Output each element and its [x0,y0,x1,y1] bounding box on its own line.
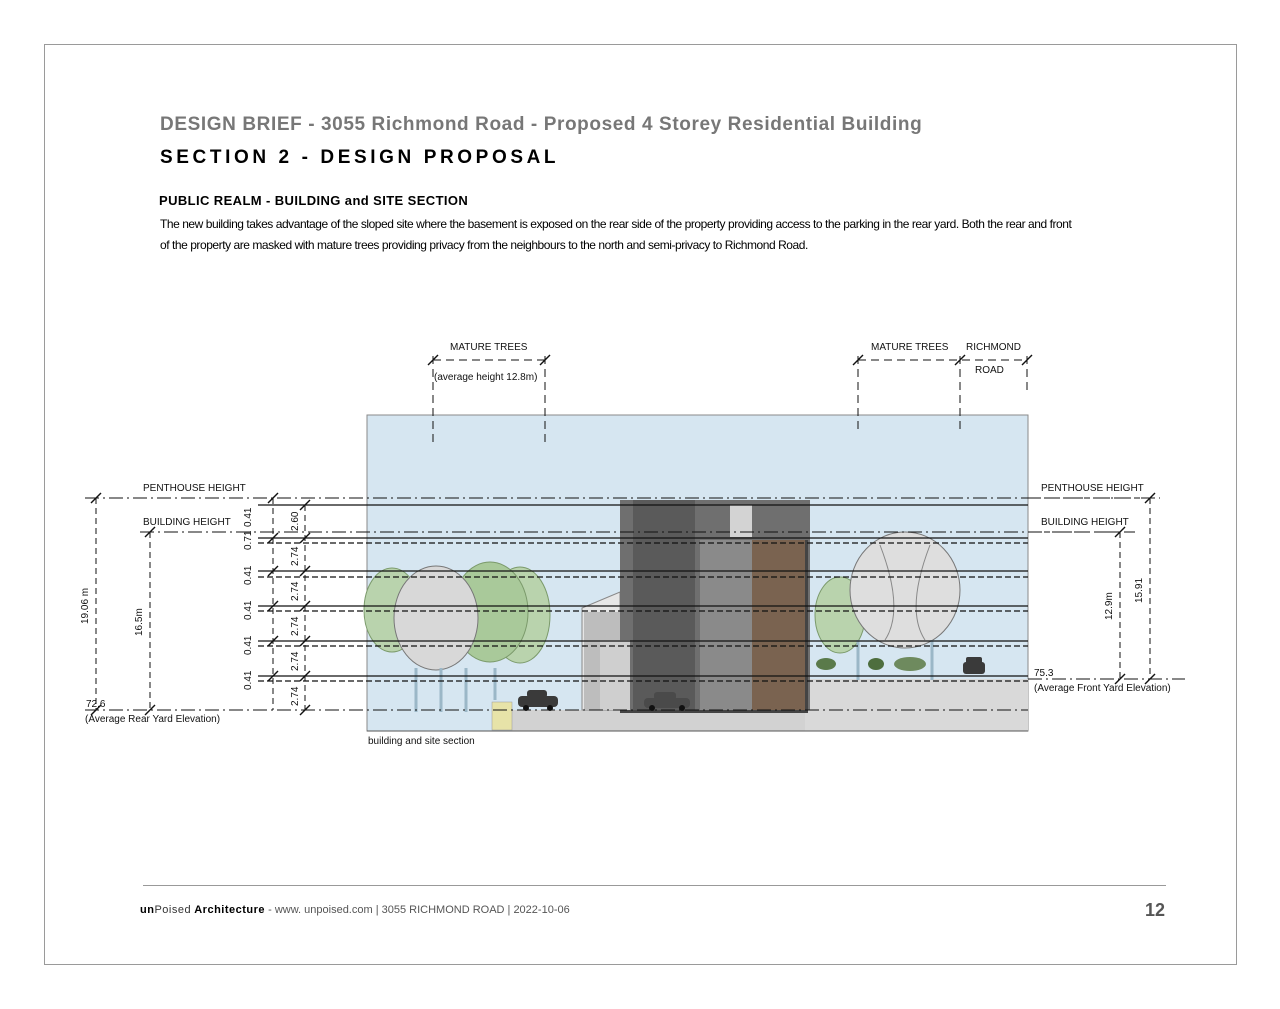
slab-dim-1: 0.41 [243,507,254,527]
document-brief-title: DESIGN BRIEF - 3055 Richmond Road - Proposed 4 Storey Residential Building [160,114,923,135]
front-elevation-value: 75.3 [1034,668,1054,679]
average-height-label: (average height 12.8m) [434,372,538,383]
brand-name [140,904,265,916]
footer-info: - www. unpoised.com | 3055 RICHMOND ROAD | 2022-10-06 [265,904,570,916]
brand-architecture: Architecture [191,904,266,916]
paragraph-line-2: of the property are masked with mature trees providing privacy from the neighbours to the north and semi-privacy to Richmond Road. [160,238,808,252]
floor-dim-3: 2.74 [290,581,301,601]
penthouse-height-left: PENTHOUSE HEIGHT [143,483,246,494]
rear-elevation-value: 72.6 [86,699,106,710]
dim-total-left: 19.06 m [80,587,91,624]
paragraph-line-1: The new building takes advantage of the sloped site where the basement is exposed on the rear side of the property providing access to the parking in the rear yard. Both the rear and front [160,217,1072,231]
penthouse-height-right: PENTHOUSE HEIGHT [1041,483,1144,494]
mature-trees-right-label: MATURE TREES [871,342,949,353]
front-yard-ground [805,679,1028,731]
slab-dim-5: 0.41 [243,635,254,655]
road-label: ROAD [975,365,1004,376]
dim-building-left: 16.5m [134,608,145,636]
slab-dim-2: 0.71 [243,530,254,550]
footer-rule [143,885,1166,886]
floor-dim-6: 2.74 [290,686,301,706]
brand-un: un [140,904,155,916]
section-title: SECTION 2 - DESIGN PROPOSAL [160,147,560,168]
front-elevation-label: (Average Front Yard Elevation) [1034,683,1171,694]
slab-dim-4: 0.41 [243,600,254,620]
subheading: PUBLIC REALM - BUILDING and SITE SECTION [159,193,469,208]
brand-poised: Poised [154,904,192,916]
car-front [963,657,985,674]
slab-dim-6: 0.41 [243,670,254,690]
slab-dim-3: 0.41 [243,565,254,585]
dim-building-right: 12.9m [1104,592,1115,620]
floor-dim-4: 2.74 [290,616,301,636]
dim-total-right: 15.91 [1134,577,1145,603]
floor-dim-2: 2.74 [290,546,301,566]
richmond-label: RICHMOND [966,342,1021,353]
page-number: 12 [1145,900,1166,920]
rear-elevation-label: (Average Rear Yard Elevation) [85,714,221,725]
floor-dim-5: 2.74 [290,651,301,671]
figure-caption: building and site section [368,736,475,747]
footer [140,904,570,916]
building-height-left: BUILDING HEIGHT [143,517,231,528]
rear-yard-ground [512,710,805,731]
building-height-right: BUILDING HEIGHT [1041,517,1129,528]
mature-trees-left-label: MATURE TREES [450,342,528,353]
left-dimension-lines [96,498,305,710]
floor-dim-1: 2.60 [290,511,301,531]
